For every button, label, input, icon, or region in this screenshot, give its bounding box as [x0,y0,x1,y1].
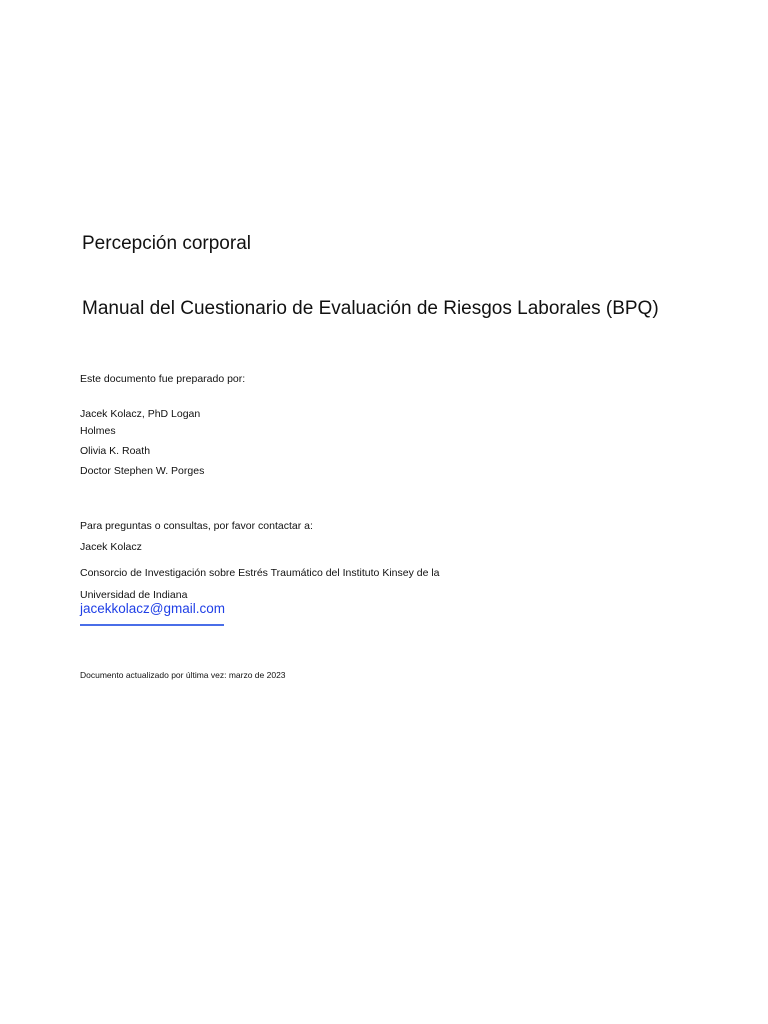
email-link[interactable]: jacekkolacz@gmail.com [80,601,225,616]
contact-name: Jacek Kolacz [80,541,142,553]
prepared-by-label: Este documento fue preparado por: [80,373,246,385]
author-line: Jacek Kolacz, PhD Logan [80,408,201,420]
author-line: Olivia K. Roath [80,445,151,457]
organization-line: Consorcio de Investigación sobre Estrés Traumático del Instituto Kinsey de la [80,567,440,579]
document-title: Percepción corporal [82,233,251,254]
author-line: Doctor Stephen W. Porges [80,465,205,477]
organization-line: Universidad de Indiana [80,589,188,601]
contact-intro: Para preguntas o consultas, por favor contactar a: [80,520,313,532]
document-subtitle: Manual del Cuestionario de Evaluación de Riesgos Laborales (BPQ) [82,298,659,319]
author-line: Holmes [80,425,116,437]
email-underline [80,624,224,626]
last-updated-note: Documento actualizado por última vez: marzo de 2023 [80,670,286,680]
